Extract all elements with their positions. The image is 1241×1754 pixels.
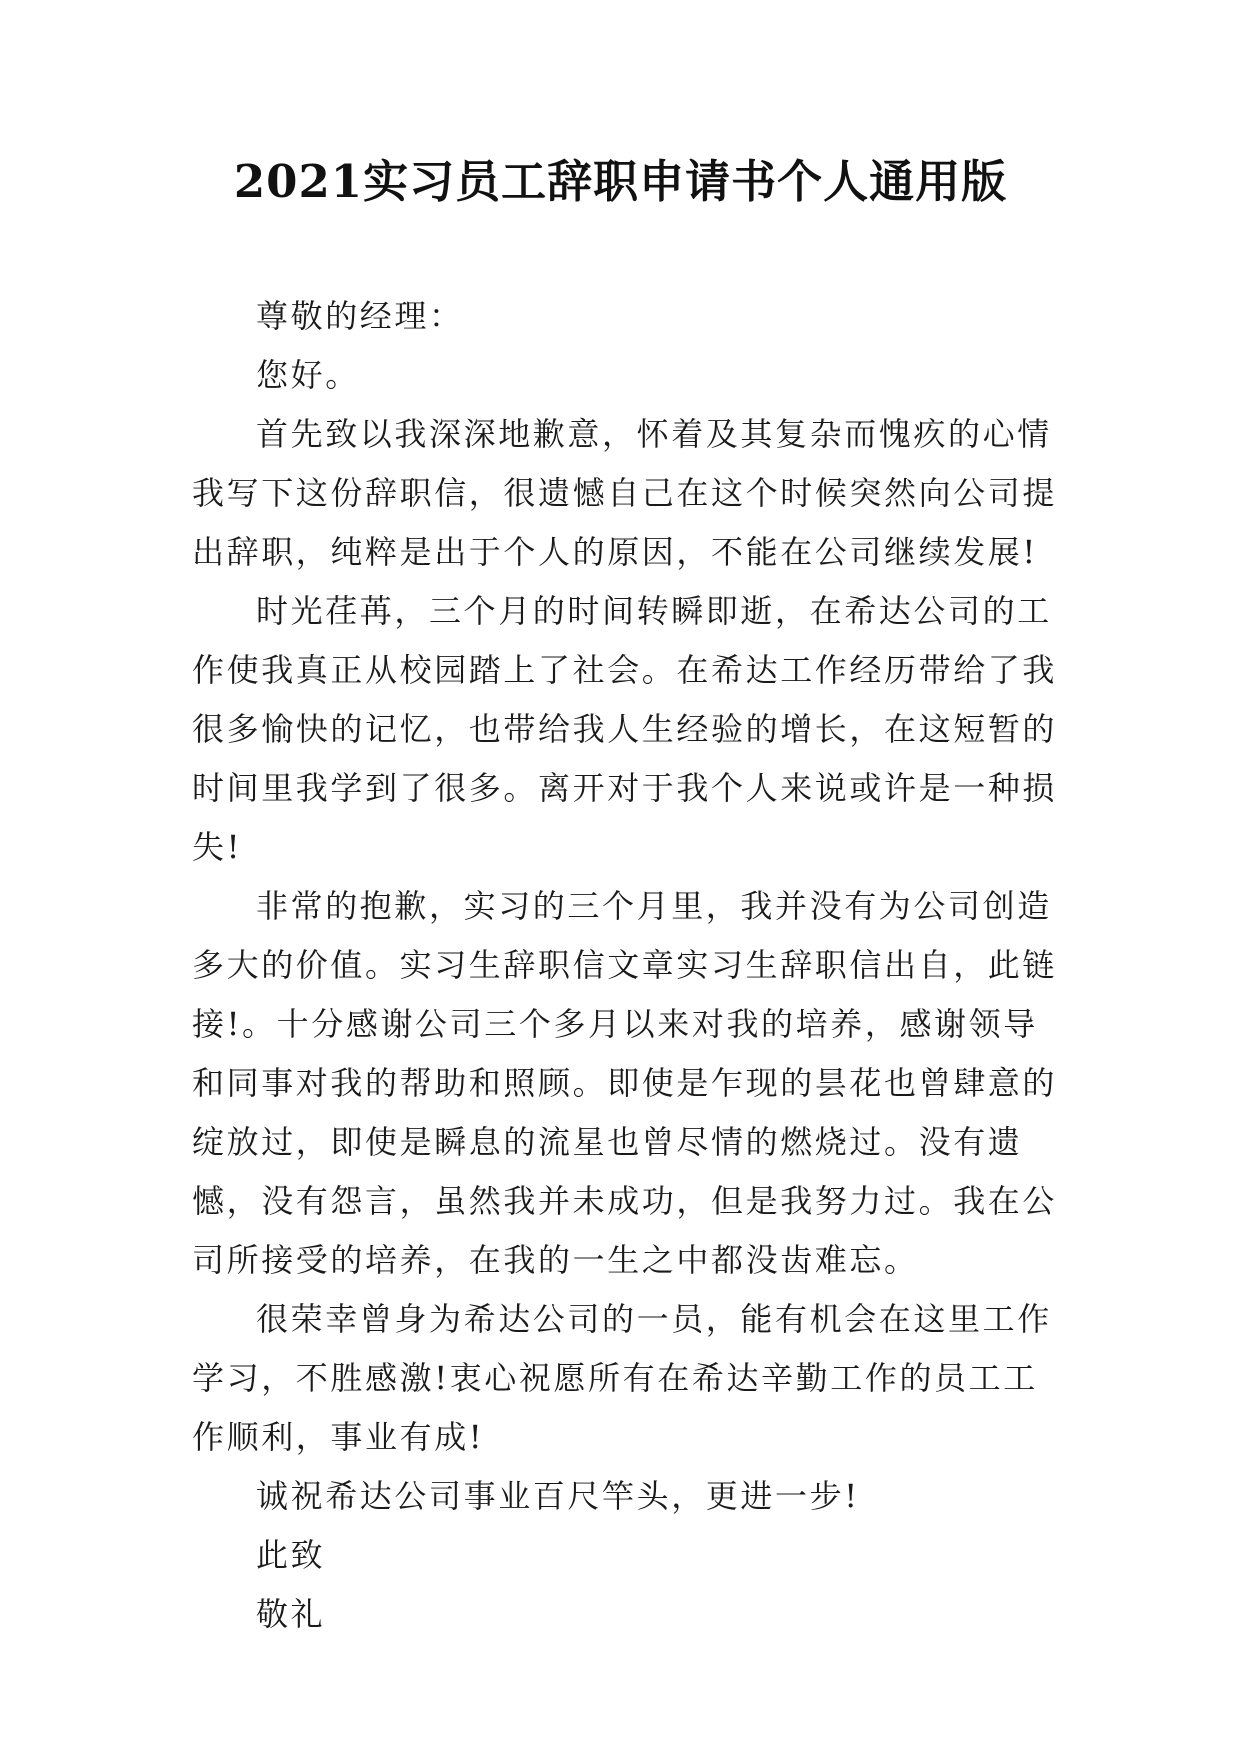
salutation: 尊敬的经理： <box>256 297 464 335</box>
greeting: 您好。 <box>256 356 360 394</box>
paragraph-apology: 首先致以我深深地歉意，怀着及其复杂而愧疚的心情我写下这份辞职信，很遗憾自己在这个时候突然向公司提出辞职，纯粹是出于个人的原因，不能在公司继续发展! <box>192 415 1058 571</box>
document-title: 2021实习员工辞职申请书个人通用版 <box>233 155 1008 208</box>
closing-line-2: 敬礼 <box>256 1595 326 1633</box>
letter-body <box>192 287 1072 1644</box>
paragraph-blessing: 诚祝希达公司事业百尺竿头，更进一步! <box>256 1477 860 1515</box>
paragraph-gratitude: 非常的抱歉，实习的三个月里，我并没有为公司创造多大的价值。实习生辞职信文章实习生辞职信出自，此链接!。十分感谢公司三个多月以来对我的培养，感谢领导和同事对我的帮助和照顾。即使是乍现的昙花也曾肆意的绽放过，即使是瞬息的流星也曾尽情的燃烧过。没有遗憾，没有怨言，虽然我并未成功，但是我努力过。我在公司所接受的培养，在我的一生之中都没齿难忘。 <box>192 887 1058 1279</box>
paragraph-wishes: 很荣幸曾身为希达公司的一员，能有机会在这里工作学习，不胜感激!衷心祝愿所有在希达辛勤工作的员工工作顺利，事业有成! <box>192 1300 1052 1456</box>
closing-line-1: 此致 <box>256 1536 326 1574</box>
paragraph-experience: 时光荏苒，三个月的时间转瞬即逝，在希达公司的工作使我真正从校园踏上了社会。在希达工作经历带给了我很多愉快的记忆，也带给我人生经验的增长，在这短暂的时间里我学到了很多。离开对于我个人来说或许是一种损失! <box>192 592 1058 866</box>
